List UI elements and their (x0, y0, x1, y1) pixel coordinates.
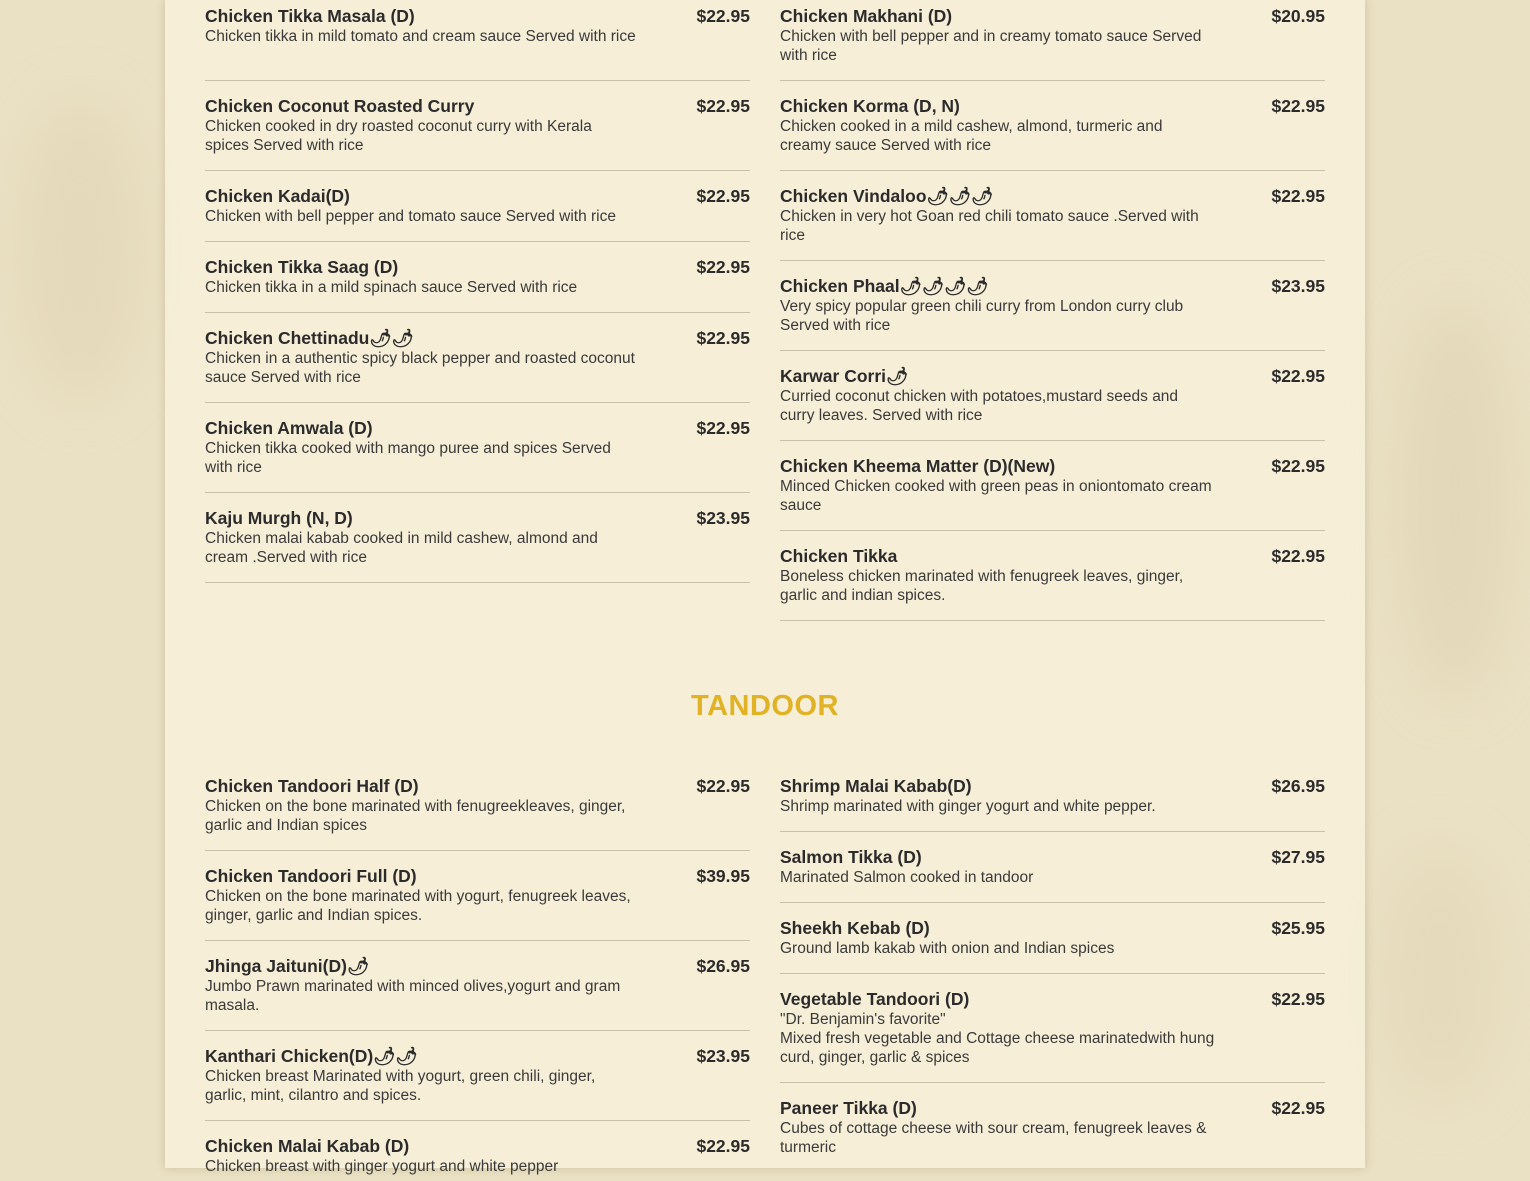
menu-item (205, 81, 750, 171)
item-description: Shrimp marinated with ginger yogurt and white pepper. (780, 798, 1156, 815)
menu-item (205, 403, 750, 493)
item-price: $22.95 (1271, 366, 1325, 386)
item-description: Marinated Salmon cooked in tandoor (780, 869, 1034, 886)
menu-item (205, 493, 750, 583)
item-price: $22.95 (696, 96, 750, 116)
item-name: Chicken Tikka Saag (D) (205, 257, 399, 277)
item-name: Paneer Tikka (D) (780, 1098, 917, 1118)
item-description: Ground lamb kakab with onion and Indian spices (780, 940, 1115, 957)
item-description: Chicken on the bone marinated with yogurt, fenugreek leaves, ginger, garlic and Indian spices. (205, 888, 631, 924)
menu-item (205, 941, 750, 1031)
item-description: Chicken malai kabab cooked in mild cashew, almond and cream .Served with rice (205, 530, 598, 566)
item-name: Chicken Kheema Matter (D)(New) (780, 456, 1056, 476)
item-name: Jhinga Jaituni(D)🌶 (205, 956, 370, 976)
item-name: Kanthari Chicken(D)🌶🌶 (205, 1046, 418, 1066)
item-name: Chicken Kadai(D) (205, 186, 350, 206)
menu-item (205, 851, 750, 941)
menu-item (780, 0, 1325, 81)
item-description: Chicken on the bone marinated with fenugreekleaves, ginger, garlic and Indian spices (205, 798, 626, 834)
item-description: Chicken tikka cooked with mango puree and spices Served with rice (205, 440, 611, 476)
menu-item (780, 171, 1325, 261)
item-description: Chicken with bell pepper and in creamy tomato sauce Served with rice (780, 28, 1202, 64)
item-name: Chicken Makhani (D) (780, 6, 953, 26)
item-price: $23.95 (1271, 276, 1325, 296)
item-name: Kaju Murgh (N, D) (205, 508, 353, 528)
item-price: $22.95 (696, 1136, 750, 1156)
item-description: Jumbo Prawn marinated with minced olives,yogurt and gram masala. (205, 978, 621, 1014)
menu-item (780, 770, 1325, 832)
item-price: $22.95 (696, 776, 750, 796)
item-price: $20.95 (1271, 6, 1325, 26)
item-name: Salmon Tikka (D) (780, 847, 922, 867)
item-name: Chicken Amwala (D) (205, 418, 373, 438)
item-price: $22.95 (1271, 1098, 1325, 1118)
menu-item (205, 313, 750, 403)
item-description: Cubes of cottage cheese with sour cream, fenugreek leaves & turmeric (780, 1120, 1207, 1156)
item-description: Chicken in very hot Goan red chili tomato sauce .Served with rice (780, 208, 1199, 244)
item-name: Chicken Korma (D, N) (780, 96, 960, 116)
curry-right-column (780, 0, 1325, 621)
item-price: $26.95 (696, 956, 750, 976)
item-name: Chicken Phaal🌶🌶🌶🌶 (780, 276, 989, 296)
item-description: Chicken tikka in a mild spinach sauce Served with rice (205, 279, 578, 296)
menu-item (780, 441, 1325, 531)
tandoor-left-column (205, 770, 750, 1181)
item-price: $22.95 (696, 6, 750, 26)
item-price: $22.95 (696, 328, 750, 348)
menu-item (205, 1031, 750, 1121)
menu-item (780, 903, 1325, 974)
item-price: $22.95 (696, 186, 750, 206)
item-name: Chicken Vindaloo🌶🌶🌶 (780, 186, 994, 206)
item-description: Chicken in a authentic spicy black pepper and roasted coconut sauce Served with rice (205, 350, 635, 386)
section-title-tandoor: TANDOOR (691, 690, 839, 722)
item-description: Chicken cooked in dry roasted coconut curry with Kerala spices Served with rice (205, 118, 592, 154)
item-name: Chicken Malai Kabab (D) (205, 1136, 410, 1156)
menu-item (780, 261, 1325, 351)
item-price: $22.95 (696, 418, 750, 438)
menu-item (205, 242, 750, 313)
item-price: $23.95 (696, 508, 750, 528)
menu-item (780, 832, 1325, 903)
item-description: Chicken cooked in a mild cashew, almond, turmeric and creamy sauce Served with rice (780, 118, 1163, 154)
item-price: $22.95 (1271, 186, 1325, 206)
item-name: Karwar Corri🌶 (780, 366, 909, 386)
item-description: Curried coconut chicken with potatoes,mustard seeds and curry leaves. Served with rice (780, 388, 1179, 424)
background-texture (20, 100, 140, 400)
item-price: $39.95 (696, 866, 750, 886)
menu-item (205, 1121, 750, 1181)
menu-item (205, 770, 750, 851)
item-description: Very spicy popular green chili curry from London curry club Served with rice (780, 298, 1184, 334)
item-name: Vegetable Tandoori (D) (780, 989, 970, 1009)
item-name: Chicken Tikka Masala (D) (205, 6, 415, 26)
item-description: "Dr. Benjamin's favorite" Mixed fresh vegetable and Cottage cheese marinatedwith hung curd, ginger, garlic & spices (780, 1011, 1215, 1066)
menu-item (205, 0, 750, 81)
menu-item (780, 531, 1325, 621)
item-name: Chicken Tikka (780, 546, 898, 566)
menu-item (780, 1083, 1325, 1163)
menu-item (780, 81, 1325, 171)
item-price: $23.95 (696, 1046, 750, 1066)
item-price: $26.95 (1271, 776, 1325, 796)
item-description: Chicken breast Marinated with yogurt, green chili, ginger, garlic, mint, cilantro and spices. (205, 1068, 596, 1104)
curry-left-column (205, 0, 750, 583)
item-description: Boneless chicken marinated with fenugreek leaves, ginger, garlic and indian spices. (780, 568, 1184, 604)
background-texture (1380, 850, 1500, 1100)
background-texture (1400, 300, 1510, 700)
item-name: Chicken Tandoori Full (D) (205, 866, 417, 886)
menu-item (205, 171, 750, 242)
item-name: Sheekh Kebab (D) (780, 918, 930, 938)
menu-item (780, 351, 1325, 441)
item-name: Chicken Tandoori Half (D) (205, 776, 419, 796)
item-name: Chicken Coconut Roasted Curry (205, 96, 475, 116)
item-description: Chicken with bell pepper and tomato sauce Served with rice (205, 208, 616, 225)
menu-item (780, 974, 1325, 1083)
item-price: $22.95 (1271, 546, 1325, 566)
item-price: $22.95 (696, 257, 750, 277)
item-name: Shrimp Malai Kabab(D) (780, 776, 972, 796)
item-price: $25.95 (1271, 918, 1325, 938)
item-price: $22.95 (1271, 989, 1325, 1009)
item-price: $27.95 (1271, 847, 1325, 867)
item-description: Chicken breast with ginger yogurt and white pepper (205, 1158, 559, 1175)
item-price: $22.95 (1271, 96, 1325, 116)
tandoor-right-column (780, 770, 1325, 1163)
item-description: Minced Chicken cooked with green peas in oniontomato cream sauce (780, 478, 1212, 514)
item-name: Chicken Chettinadu🌶🌶 (205, 328, 414, 348)
item-description: Chicken tikka in mild tomato and cream sauce Served with rice (205, 28, 636, 45)
item-price: $22.95 (1271, 456, 1325, 476)
